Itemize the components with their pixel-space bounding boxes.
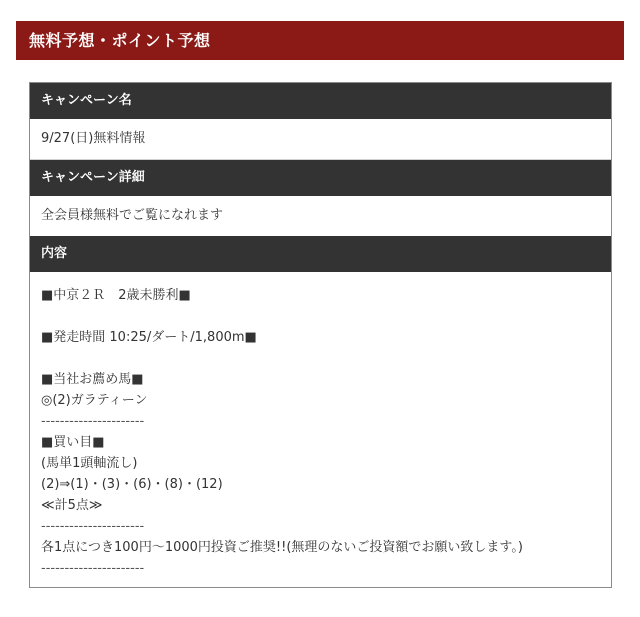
- campaign-panel: [29, 82, 612, 588]
- contents-header: 内容: [30, 236, 611, 272]
- campaign-name-value: 9/27(日)無料情報: [30, 119, 611, 160]
- contents-body: [30, 272, 611, 579]
- race-title-line: ■中京２Ｒ 2歳未勝利■: [41, 288, 191, 303]
- campaign-detail-value: 全会員様無料でご覧になれます: [41, 208, 224, 223]
- investment-note-line: 各1点につき100円〜1000円投資ご推奨!!(無理のないご投資額でお願い致します。): [41, 540, 523, 555]
- page-title: 無料予想・ポイント予想: [16, 21, 624, 60]
- campaign-name-header: キャンペーン名: [30, 83, 611, 119]
- divider-line: ----------------------: [41, 519, 145, 534]
- bet-combination-line: (2)⇒(1)・(3)・(6)・(8)・(12): [41, 477, 223, 492]
- post-time-line: ■発走時間 10:25/ダート/1,800m■: [41, 330, 257, 345]
- divider-line: ----------------------: [41, 561, 145, 576]
- bet-total-line: ≪計5点≫: [41, 498, 103, 513]
- blank-line: [41, 306, 600, 327]
- bet-type-line: (馬単1頭軸流し): [41, 456, 138, 471]
- divider-line: ----------------------: [41, 414, 145, 429]
- bet-heading: ■買い目■: [41, 435, 105, 450]
- recommended-horse-line: ◎(2)ガラティーン: [41, 393, 148, 408]
- blank-line: [41, 348, 600, 369]
- campaign-detail-header: キャンペーン詳細: [30, 160, 611, 196]
- recommended-horse-heading: ■当社お薦め馬■: [41, 372, 144, 387]
